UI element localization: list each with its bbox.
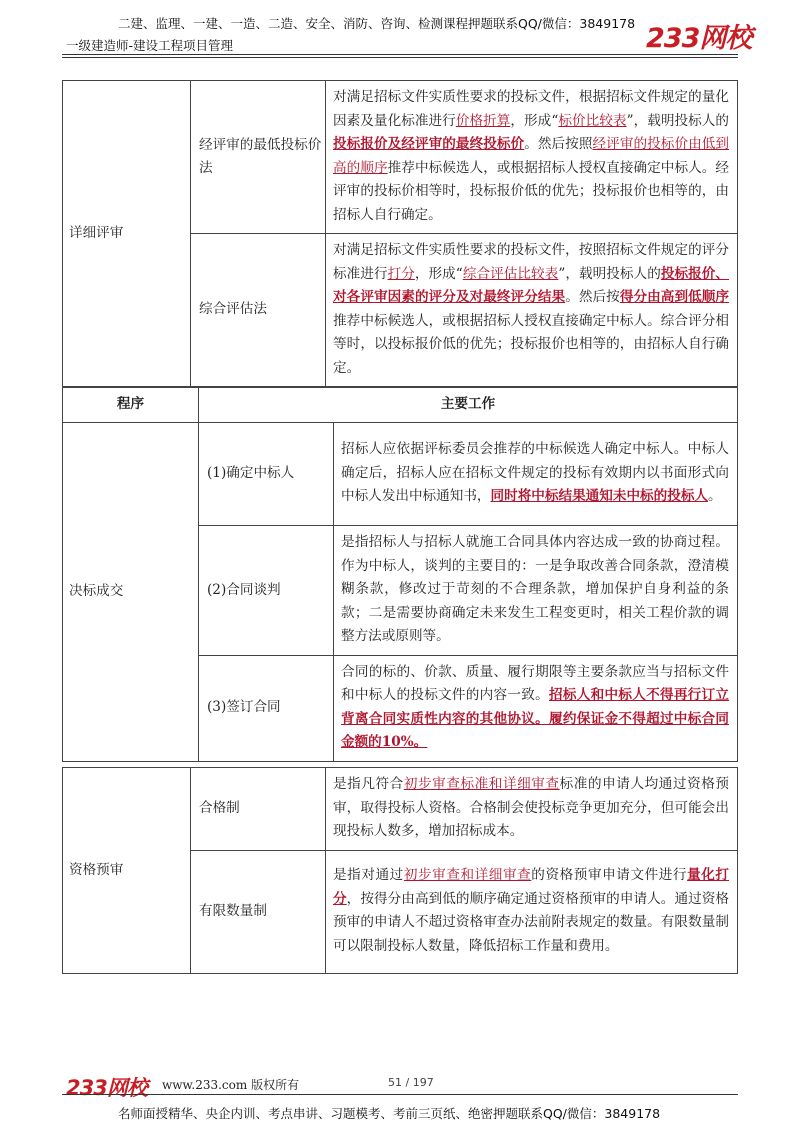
text-segment: 是指对通过 [333, 867, 404, 883]
highlighted-text: 初步审查和详细审查 [403, 867, 532, 883]
text-segment: 。 [708, 488, 722, 505]
text-segment: ，形成“ [414, 265, 463, 282]
text-segment: 的资格预审申请文件进行 [531, 867, 688, 883]
highlighted-text: 同时将中标结果通知未中标的投标人 [490, 488, 709, 505]
description-cell [326, 81, 738, 234]
footer-logo: 233网校 [66, 1076, 147, 1100]
description-cell [334, 526, 738, 656]
text-segment: 。然后按照 [524, 136, 593, 152]
description-cell [326, 768, 738, 851]
highlighted-text: 得分由高到低顺序 [619, 289, 730, 305]
category-cell: 决标成交 [63, 423, 199, 762]
header-main-work: 主要工作 [199, 388, 738, 423]
table-row [63, 768, 738, 851]
table-row [63, 81, 738, 234]
text-segment: 招标人应依据评标委员会推荐的中标候选人确定中标人。中标人确定后，招标人应在招标文件规定的投标有效期内以书面形式向中标人发出中标通知书， [341, 441, 729, 505]
footer-contact-line: 名师面授精华、央企内训、考点串讲、习题模考、考前三页纸、绝密押题联系QQ/微信：3849178 [118, 1106, 661, 1121]
table-row [63, 423, 738, 526]
method-cell: 有限数量制 [191, 850, 326, 973]
highlighted-text: 经评审的投标价由低到高的顺序 [333, 136, 730, 176]
text-segment: 。然后按 [565, 289, 620, 305]
footer-copyright: www.233.com 版权所有 [162, 1078, 300, 1092]
site-logo: 233网校 [646, 23, 752, 54]
description-cell [334, 423, 738, 526]
highlighted-text: 招标人和中标人不得再行订立背离合同实质性内容的其他协议。履约保证金不得超过中标合同金额的10%。 [341, 687, 730, 750]
method-cell: 综合评估法 [191, 234, 326, 387]
text-segment: 对满足招标文件实质性要求的投标文件，按照招标文件规定的评分标准进行 [333, 242, 729, 282]
highlighted-text: 初步审查标准和详细审查 [403, 776, 560, 792]
text-segment: 标准的申请人均通过资格预审，取得投标人资格。合格制会使投标竞争更加充分，但可能会出现投标人数多，增加招标成本。 [333, 776, 730, 839]
text-segment: 推荐中标候选人，或根据招标人授权直接确定中标人。综合评分相等时，以投标报价低的优先；投标报价也相等的，由招标人自行确定。 [333, 312, 729, 376]
text-segment: 对满足招标文件实质性要求的投标文件，根据招标文件规定的量化因素及量化标准进行 [333, 89, 729, 129]
text-segment: ”，载明投标人的 [558, 265, 661, 282]
description-cell [326, 850, 738, 973]
highlighted-text: 投标报价及经评审的最终投标价 [333, 136, 525, 152]
description-cell [326, 234, 738, 387]
header-subtitle: 一级建造师-建设工程项目管理 [66, 38, 234, 53]
text-segment: 合同的标的、价款、质量、履行期限等主要条款应当与招标文件和中标人的投标文件的内容一致。 [341, 663, 729, 703]
table-header-row [63, 388, 738, 423]
header-divider-inner [62, 57, 738, 58]
method-cell: (1)确定中标人 [199, 423, 334, 526]
prequalification-table [62, 767, 738, 974]
header-divider [62, 54, 738, 55]
footer-divider [62, 1094, 738, 1095]
header-contact-line: 二建、监理、一建、一造、二造、安全、消防、咨询、检测课程押题联系QQ/微信：3849178 [118, 16, 636, 31]
text-segment: ，按得分由高到低的顺序确定通过资格预审的申请人。通过资格预审的申请人不超过资格审查办法前附表规定的数量。有限数量制可以限制投标人数量，降低招标工作量和费用。 [333, 890, 730, 954]
highlighted-text: 投标报价、对各评审因素的评分及对最终评分结果 [333, 265, 730, 305]
highlighted-text: 价格折算 [455, 112, 511, 129]
text-segment: ，形成“ [510, 112, 559, 129]
description-cell [334, 655, 738, 761]
text-segment: 推荐中标候选人，或根据招标人授权直接确定中标人。经评审的投标价相等时，投标报价低的优先；投标报价也相等的，由招标人自行确定。 [333, 159, 730, 223]
category-cell: 详细评审 [63, 81, 191, 387]
header-procedure: 程序 [63, 388, 199, 423]
text-segment: 是指招标人与招标人就施工合同具体内容达成一致的协商过程。作为中标人，谈判的主要目的：一是争取改善合同条款，澄清模糊条款，修改过于苛刻的不合理条款，增加保护自身利益的条款；二是需要协商确定未来发生工程变更时，相关工程价款的调整方法或原则等。 [341, 534, 729, 644]
text-segment: ”，载明投标人的 [626, 112, 730, 129]
highlighted-text: 综合评估比较表 [462, 265, 559, 282]
highlighted-text: 量化打分 [333, 867, 730, 907]
detailed-review-table [62, 80, 738, 387]
highlighted-text: 标价比较表 [558, 112, 627, 129]
page-number: 51 / 197 [388, 1076, 434, 1089]
text-segment: 是指凡符合 [333, 776, 404, 792]
method-cell: 经评审的最低投标价法 [191, 81, 326, 234]
category-cell: 资格预审 [63, 768, 191, 974]
method-cell: (3)签订合同 [199, 655, 334, 761]
method-cell: (2)合同谈判 [199, 526, 334, 656]
method-cell: 合格制 [191, 768, 326, 851]
award-procedure-table [62, 387, 738, 762]
highlighted-text: 打分 [387, 265, 415, 282]
